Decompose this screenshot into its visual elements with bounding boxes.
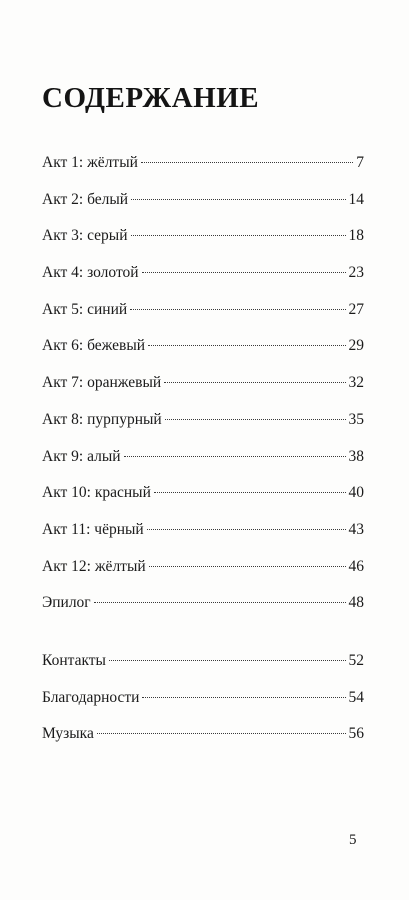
- toc-entry-label: Контакты: [42, 652, 106, 669]
- toc-leader-dots: [164, 382, 345, 383]
- toc-main-list: [42, 152, 364, 629]
- toc-entry-label: Эпилог: [42, 594, 91, 612]
- toc-entry-page: 18: [348, 227, 364, 245]
- toc-leader-dots: [97, 733, 346, 734]
- toc-entry-page: 48: [348, 594, 364, 612]
- page-number: 5: [349, 832, 357, 848]
- toc-entry-label: Акт 10: красный: [42, 484, 151, 502]
- toc-entry-label: Акт 12: жёлтый: [42, 557, 146, 575]
- toc-entry[interactable]: [42, 189, 364, 226]
- toc-leader-dots: [165, 419, 346, 420]
- toc-entry-page: 54: [348, 688, 364, 706]
- toc-entry-label: Акт 1: жёлтый: [42, 154, 138, 171]
- toc-leader-dots: [142, 697, 345, 698]
- toc-entry-label: Акт 11: чёрный: [42, 520, 144, 538]
- toc-entry[interactable]: [42, 299, 364, 336]
- toc-entry[interactable]: [42, 409, 364, 446]
- toc-entry-label: Акт 2: белый: [42, 190, 129, 208]
- toc-entry-page: 52: [348, 652, 364, 669]
- toc-entry-page: 27: [348, 300, 364, 318]
- toc-leader-dots: [94, 602, 346, 603]
- toc-entry-label: Акт 3: серый: [42, 227, 128, 245]
- toc-leader-dots: [149, 566, 346, 567]
- toc-entry-page: 35: [348, 410, 364, 428]
- toc-leader-dots: [142, 272, 346, 273]
- toc-entry-page: 29: [348, 337, 364, 355]
- toc-entry[interactable]: [42, 482, 364, 519]
- toc-leader-dots: [141, 162, 353, 163]
- toc-entry[interactable]: [42, 446, 364, 483]
- toc-leader-dots: [124, 456, 346, 457]
- toc-entry-page: 46: [348, 557, 364, 575]
- toc-entry[interactable]: [42, 650, 364, 687]
- toc-entry-label: Акт 8: пурпурный: [42, 410, 162, 428]
- toc-entry[interactable]: [42, 556, 364, 593]
- toc-leader-dots: [109, 660, 346, 661]
- toc-entry[interactable]: [42, 519, 364, 556]
- toc-entry-label: Акт 5: синий: [42, 300, 128, 318]
- toc-entry[interactable]: [42, 152, 364, 189]
- toc-leader-dots: [131, 199, 345, 200]
- toc-entry[interactable]: [42, 723, 364, 760]
- toc-entry-page: 7: [356, 154, 364, 171]
- toc-leader-dots: [147, 529, 346, 530]
- toc-extras-list: [42, 650, 364, 760]
- toc-entry-page: 43: [348, 520, 364, 538]
- toc-entry-label: Музыка: [42, 725, 94, 743]
- toc-entry-label: Акт 7: оранжевый: [42, 374, 162, 392]
- toc-leader-dots: [154, 492, 346, 493]
- toc-leader-dots: [148, 345, 345, 346]
- toc-entry[interactable]: [42, 262, 364, 299]
- toc-entry-page: 56: [348, 725, 364, 743]
- toc-entry[interactable]: [42, 592, 364, 629]
- toc-entry[interactable]: [42, 687, 364, 724]
- toc-entry[interactable]: [42, 372, 364, 409]
- toc-entry-label: Акт 6: бежевый: [42, 337, 146, 355]
- toc-entry-label: Акт 9: алый: [42, 447, 121, 465]
- toc-leader-dots: [131, 235, 346, 236]
- page-title: СОДЕРЖАНИЕ: [42, 82, 260, 114]
- toc-entry-page: 23: [348, 264, 364, 282]
- toc-entry-page: 38: [348, 447, 364, 465]
- toc-entry-page: 14: [348, 190, 364, 208]
- toc-entry-label: Благодарности: [42, 688, 140, 706]
- toc-entry[interactable]: [42, 335, 364, 372]
- toc-entry-page: 32: [348, 374, 364, 392]
- toc-entry[interactable]: [42, 225, 364, 262]
- toc-leader-dots: [130, 309, 345, 310]
- toc-entry-page: 40: [348, 484, 364, 502]
- toc-entry-label: Акт 4: золотой: [42, 264, 139, 282]
